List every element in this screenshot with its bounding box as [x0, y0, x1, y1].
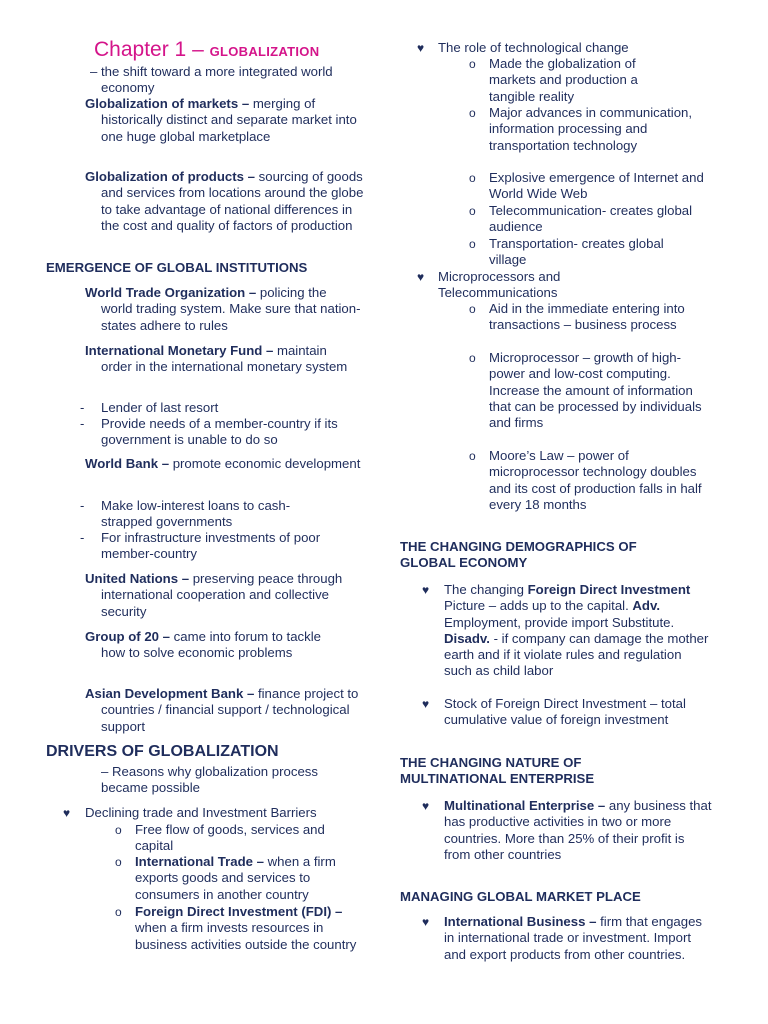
circle-bullet-icon: o	[469, 171, 476, 185]
circle-bullet-icon: o	[469, 106, 476, 120]
fdi-picture-mid: Picture – adds up to the capital.	[444, 598, 633, 614]
wto-term: World Trade Organization –	[85, 285, 257, 300]
g20-def: came into forum to tackle how to solve economic problems	[101, 629, 321, 661]
intl-business-item	[444, 914, 714, 963]
imf-dash-item-1: Lender of last resort	[101, 400, 219, 415]
circle-bullet-icon: o	[469, 204, 476, 218]
micro-sub-item-2: Microprocessor – growth of high-power and low-cost computing. Increase the amount of information that can be processed by individuals and firms	[489, 350, 702, 431]
world-bank-def: promote economic development	[169, 456, 361, 471]
g20-term: Group of 20 –	[85, 629, 170, 644]
un-entry	[85, 571, 371, 620]
world-bank-term: World Bank –	[85, 456, 170, 471]
intl-trade-def: when a firm exports goods and services to consumers in another country	[135, 854, 336, 902]
disadvantage-label: Disadv.	[444, 630, 490, 646]
glob-markets-def: merging of historically distinct and separate market into one huge global marketplace	[101, 96, 357, 144]
fdi-picture-item	[444, 582, 712, 680]
dash-bullet: -	[80, 498, 85, 513]
tech-change-item: The role of technological change	[438, 40, 629, 55]
circle-bullet-icon: o	[469, 302, 476, 316]
intl-trade-item	[135, 854, 360, 903]
glob-markets-entry	[85, 96, 371, 145]
stock-fdi-item: Stock of Foreign Direct Investment – total cumulative value of foreign investment	[444, 696, 686, 728]
dash-bullet: -	[80, 400, 85, 415]
chapter-heading	[94, 38, 384, 62]
fdi-def: when a firm invests resources in business activities outside the country	[135, 920, 357, 952]
wto-entry	[85, 285, 361, 334]
micro-sub-item-1: Aid in the immediate entering into transactions – business process	[489, 301, 685, 333]
heart-bullet-icon: ♥	[417, 270, 425, 284]
imf-def: maintain order in the international monetary system	[101, 343, 348, 375]
circle-bullet-icon: o	[469, 237, 476, 251]
wb-dash-item-2: For infrastructure investments of poor member-country	[101, 530, 321, 562]
fdi-item	[135, 904, 360, 953]
micro-sub-item-3: Moore’s Law – power of microprocessor technology doubles and its cost of production falls in half every 18 months	[489, 448, 702, 512]
heart-bullet-icon: ♥	[422, 915, 430, 929]
chapter-dash: –	[186, 38, 210, 61]
institutions-heading: EMERGENCE OF GLOBAL INSTITUTIONS	[46, 260, 308, 275]
glob-markets-term: Globalization of markets –	[85, 96, 250, 111]
fdi-picture-pre: The changing	[444, 582, 528, 597]
microprocessors-item: Microprocessors and Telecommunications	[438, 269, 561, 301]
chapter-subtitle: GLOBALIZATION	[209, 44, 320, 59]
g20-entry	[85, 629, 346, 662]
circle-bullet-icon: o	[115, 855, 122, 869]
world-bank-entry	[85, 456, 361, 472]
heart-bullet-icon: ♥	[417, 41, 425, 55]
drivers-subtext: – Reasons why globalization process became possible	[101, 764, 318, 796]
glob-products-term: Globalization of products –	[85, 169, 255, 184]
dash-bullet: -	[80, 416, 85, 431]
wb-dash-item-1: Make low-interest loans to cash-strapped governments	[101, 498, 291, 530]
intl-business-def: firm that engages in international trade or investment. Import and export products from other countries.	[444, 914, 702, 962]
circle-bullet-icon: o	[115, 905, 122, 919]
imf-entry	[85, 343, 361, 376]
heart-bullet-icon: ♥	[63, 806, 71, 820]
managing-heading: MANAGING GLOBAL MARKET PLACE	[400, 889, 641, 904]
un-term: United Nations –	[85, 571, 190, 586]
un-def: preserving peace through international cooperation and collective security	[101, 571, 343, 619]
mne-item	[444, 798, 714, 863]
declining-barriers-item: Declining trade and Investment Barriers	[85, 805, 317, 820]
chapter-intro: – the shift toward a more integrated world economy	[90, 64, 333, 96]
fdi-picture-term: Foreign Direct Investment	[527, 582, 691, 597]
tech-sub-item-2: Major advances in communication, information processing and transportation technology	[489, 105, 693, 153]
chapter-title: Chapter 1	[94, 38, 187, 61]
intl-business-term: International Business –	[444, 914, 597, 929]
advantage-label: Adv.	[632, 598, 661, 614]
circle-bullet-icon: o	[115, 823, 122, 837]
tech-sub-item-3: Explosive emergence of Internet and World Wide Web	[489, 170, 704, 202]
glob-products-entry	[85, 169, 371, 234]
circle-bullet-icon: o	[469, 57, 476, 71]
demographics-heading: THE CHANGING DEMOGRAPHICS OF GLOBAL ECONOMY	[400, 539, 637, 571]
adb-def: finance project to countries / financial support / technological support	[101, 686, 359, 734]
wto-def: policing the world trading system. Make sure that nation-states adhere to rules	[101, 285, 361, 333]
circle-bullet-icon: o	[469, 351, 476, 365]
glob-products-def: sourcing of goods and services from locations around the globe to take advantage of national differences in the cost and quality of factors of production	[101, 169, 364, 233]
heart-bullet-icon: ♥	[422, 799, 430, 813]
fdi-term: Foreign Direct Investment (FDI) –	[135, 904, 343, 919]
tech-sub-item-5: Transportation- creates global village	[489, 236, 664, 268]
advantage-text: Employment, provide import Substitute.	[444, 614, 675, 630]
imf-term: International Monetary Fund –	[85, 343, 274, 358]
imf-dash-item-2: Provide needs of a member-country if its government is unable to do so	[101, 416, 338, 448]
free-flow-item: Free flow of goods, services and capital	[135, 822, 325, 854]
mne-term: Multinational Enterprise –	[444, 798, 606, 813]
tech-sub-item-4: Telecommunication- creates global audience	[489, 203, 693, 235]
dash-bullet: -	[80, 530, 85, 545]
adb-term: Asian Development Bank –	[85, 686, 255, 701]
mne-heading: THE CHANGING NATURE OF MULTINATIONAL ENTERPRISE	[400, 755, 595, 787]
heart-bullet-icon: ♥	[422, 583, 430, 597]
disadvantage-text: - if company can damage the mother earth and if it violate rules and regulation such as child labor	[444, 630, 709, 679]
heart-bullet-icon: ♥	[422, 697, 430, 711]
intl-trade-term: International Trade –	[135, 854, 264, 869]
drivers-heading: DRIVERS OF GLOBALIZATION	[46, 743, 279, 760]
mne-def: any business that has productive activities in two or more countries. More than 25% of their profit is from other countries	[444, 798, 712, 862]
adb-entry	[85, 686, 371, 735]
tech-sub-item-1: Made the globalization of markets and production a tangible reality	[489, 56, 638, 104]
circle-bullet-icon: o	[469, 449, 476, 463]
